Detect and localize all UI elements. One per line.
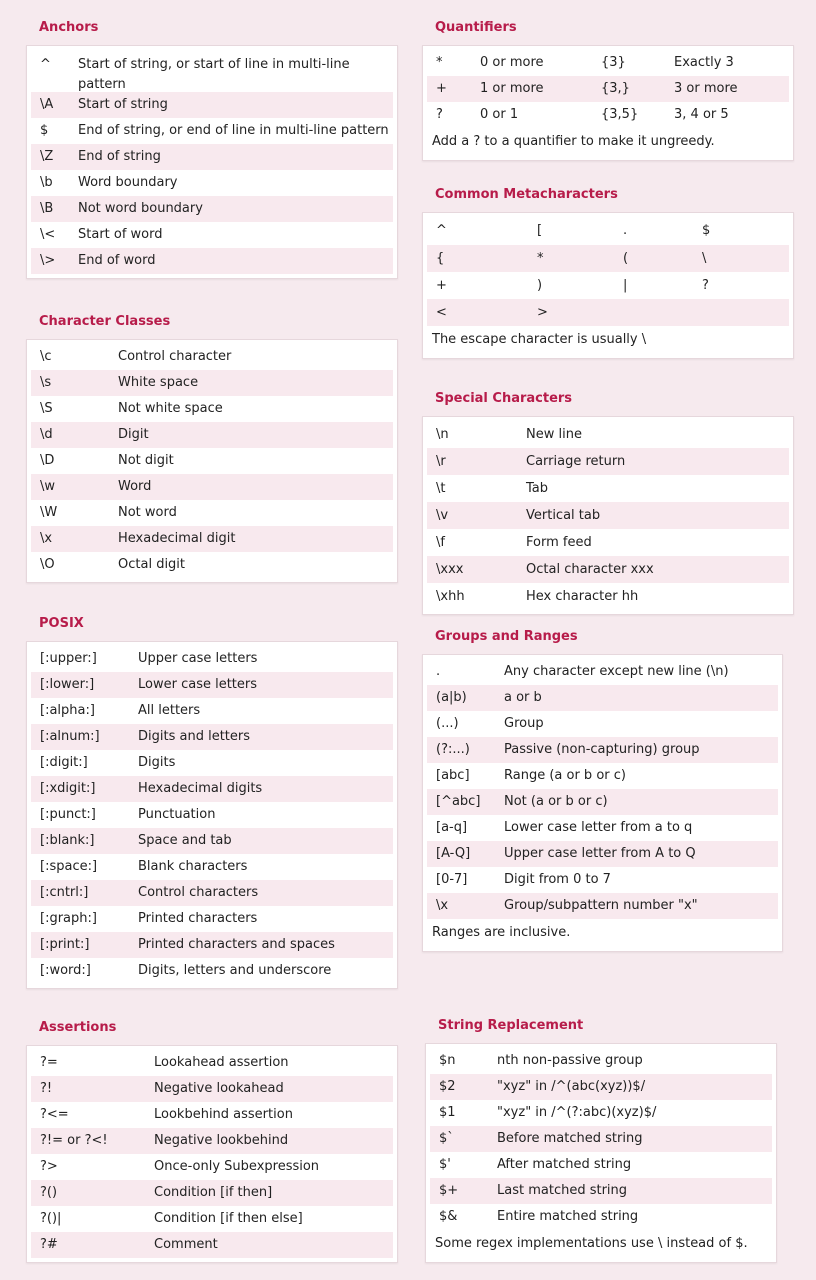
table-row: [:graph:] Printed characters bbox=[40, 911, 258, 926]
table-row: ?= Lookahead assertion bbox=[40, 1055, 289, 1070]
table-row: [abc] Range (a or b or c) bbox=[436, 768, 626, 783]
table-row: \t Tab bbox=[436, 481, 549, 496]
table-row: [:digit:] Digits bbox=[40, 755, 176, 770]
table-row: $& Entire matched string bbox=[439, 1209, 639, 1224]
table-row: \s White space bbox=[31, 370, 393, 396]
table-row: ?! Negative lookahead bbox=[31, 1076, 393, 1102]
table-row: \r Carriage return bbox=[427, 448, 789, 475]
table-row: \B Not word boundary bbox=[31, 196, 393, 222]
table-row: \b Word boundary bbox=[40, 175, 178, 190]
table-row: \v Vertical tab bbox=[427, 502, 789, 529]
table-row: \A Start of string bbox=[31, 92, 393, 118]
table-row: \W Not word bbox=[40, 505, 177, 520]
metacharacters-note: The escape character is usually \ bbox=[432, 332, 647, 347]
table-row: \f Form feed bbox=[436, 535, 592, 550]
table-row: ^ [ . $ bbox=[436, 223, 711, 238]
table-row: \D Not digit bbox=[40, 453, 174, 468]
table-row: [:alpha:] All letters bbox=[40, 703, 201, 718]
table-row: [:cntrl:] Control characters bbox=[31, 880, 393, 906]
special-characters-table bbox=[422, 416, 794, 615]
table-row: ?# Comment bbox=[31, 1232, 393, 1258]
table-row: [:alnum:] Digits and letters bbox=[31, 724, 393, 750]
metacharacters-title: Common Metacharacters bbox=[435, 187, 618, 202]
table-row: [:lower:] Lower case letters bbox=[31, 672, 393, 698]
table-row: + 1 or more {3,} 3 or more bbox=[427, 76, 789, 102]
table-row: [:print:] Printed characters and spaces bbox=[31, 932, 393, 958]
table-row: \n New line bbox=[436, 427, 582, 442]
metacharacters-table bbox=[422, 212, 794, 359]
table-row: $+ Last matched string bbox=[430, 1178, 772, 1204]
table-row: \xhh Hex character hh bbox=[436, 589, 639, 604]
table-row: * 0 or more {3} Exactly 3 bbox=[436, 55, 734, 70]
character-classes-title: Character Classes bbox=[39, 314, 171, 329]
table-row: $` Before matched string bbox=[430, 1126, 772, 1152]
table-row: ?() Condition [if then] bbox=[31, 1180, 393, 1206]
table-row: $n nth non-passive group bbox=[439, 1053, 643, 1068]
table-row: $1 "xyz" in /^(?:abc)(xyz)$/ bbox=[439, 1105, 657, 1120]
groups-ranges-table bbox=[422, 654, 783, 952]
table-row: \x Hexadecimal digit bbox=[31, 526, 393, 552]
table-row: [:punct:] Punctuation bbox=[40, 807, 216, 822]
table-row: $ End of string, or end of line in multi-line pattern bbox=[40, 123, 389, 138]
table-row: $2 "xyz" in /^(abc(xyz))$/ bbox=[430, 1074, 772, 1100]
string-replacement-title: String Replacement bbox=[438, 1018, 584, 1033]
table-row: [:xdigit:] Hexadecimal digits bbox=[31, 776, 393, 802]
table-row: ?> Once-only Subexpression bbox=[40, 1159, 320, 1174]
table-row: \c Control character bbox=[40, 349, 232, 364]
table-row: \w Word bbox=[31, 474, 393, 500]
table-row: ^ Start of string, or start of line in multi-line pattern bbox=[40, 57, 350, 92]
table-row: ? 0 or 1 {3,5} 3, 4 or 5 bbox=[436, 107, 729, 122]
anchors-title: Anchors bbox=[39, 20, 99, 35]
anchors-table bbox=[26, 45, 398, 279]
posix-title: POSIX bbox=[39, 616, 84, 631]
table-row: [:blank:] Space and tab bbox=[31, 828, 393, 854]
table-row: [0-7] Digit from 0 to 7 bbox=[436, 872, 611, 887]
table-row: [a-q] Lower case letter from a to q bbox=[436, 820, 693, 835]
assertions-title: Assertions bbox=[39, 1020, 117, 1035]
table-row: \Z End of string bbox=[31, 144, 393, 170]
table-row: (...) Group bbox=[436, 716, 544, 731]
table-row: [A-Q] Upper case letter from A to Q bbox=[427, 841, 778, 867]
table-row: + ) | ? bbox=[436, 278, 709, 293]
posix-table bbox=[26, 641, 398, 989]
table-row: \d Digit bbox=[31, 422, 393, 448]
table-row: { * ( \ bbox=[427, 245, 789, 272]
table-row: ?!= or ?<! Negative lookbehind bbox=[31, 1128, 393, 1154]
table-row: [^abc] Not (a or b or c) bbox=[427, 789, 778, 815]
table-row: [:upper:] Upper case letters bbox=[40, 651, 258, 666]
special-characters-title: Special Characters bbox=[435, 391, 573, 406]
table-row: \S Not white space bbox=[40, 401, 223, 416]
table-row: \< Start of word bbox=[40, 227, 163, 242]
table-row: ?<= Lookbehind assertion bbox=[40, 1107, 293, 1122]
table-row: ?()| Condition [if then else] bbox=[40, 1211, 303, 1226]
assertions-table bbox=[26, 1045, 398, 1263]
string-replacement-table bbox=[425, 1043, 777, 1263]
groups-ranges-note: Ranges are inclusive. bbox=[432, 925, 571, 940]
table-row: \xxx Octal character xxx bbox=[427, 556, 789, 583]
groups-ranges-title: Groups and Ranges bbox=[435, 629, 578, 644]
quantifiers-title: Quantifiers bbox=[435, 20, 517, 35]
table-row: < > bbox=[427, 299, 789, 326]
table-row: $' After matched string bbox=[439, 1157, 632, 1172]
table-row: \O Octal digit bbox=[40, 557, 186, 572]
character-classes-table bbox=[26, 339, 398, 583]
table-row: \> End of word bbox=[31, 248, 393, 274]
table-row: . Any character except new line (\n) bbox=[436, 664, 729, 679]
table-row: (?:...) Passive (non-capturing) group bbox=[427, 737, 778, 763]
string-replacement-note: Some regex implementations use \ instead of $. bbox=[435, 1236, 748, 1251]
table-row: (a|b) a or b bbox=[427, 685, 778, 711]
table-row: [:word:] Digits, letters and underscore bbox=[40, 963, 332, 978]
table-row: [:space:] Blank characters bbox=[40, 859, 248, 874]
quantifiers-note: Add a ? to a quantifier to make it ungreedy. bbox=[432, 134, 715, 149]
table-row: \x Group/subpattern number "x" bbox=[427, 893, 778, 919]
quantifiers-table bbox=[422, 45, 794, 161]
